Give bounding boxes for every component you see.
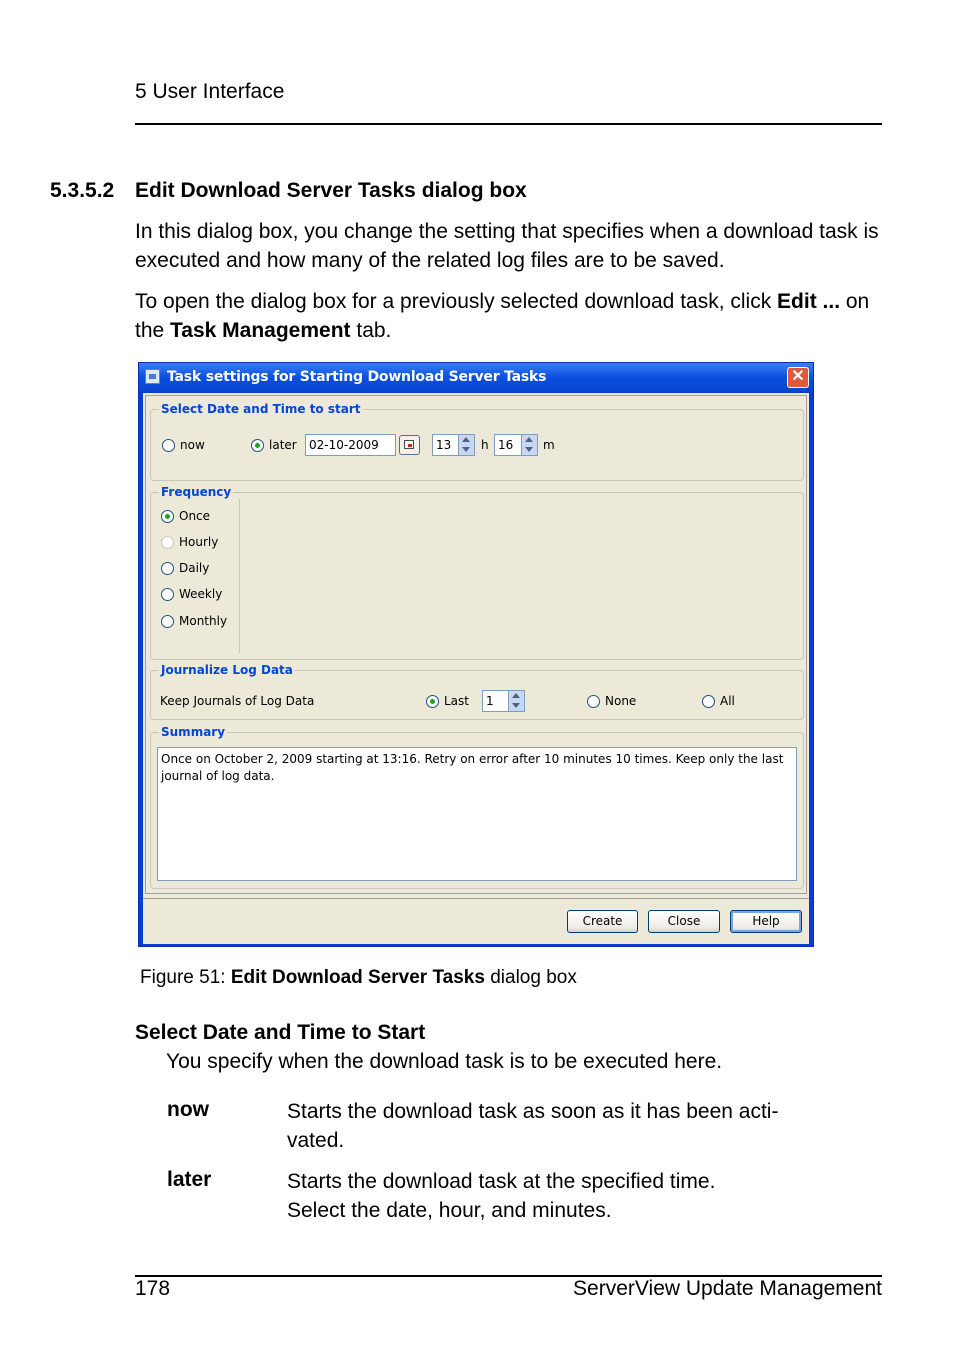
frequency-daily-radio[interactable]	[161, 562, 174, 575]
summary-legend: Summary	[161, 725, 226, 739]
none-radio[interactable]	[587, 695, 600, 708]
all-radio[interactable]	[702, 695, 715, 708]
term-now: now	[167, 1098, 209, 1121]
keep-journals-label: Keep Journals of Log Data	[160, 694, 315, 708]
last-count-spin-arrows-icon[interactable]	[508, 691, 524, 711]
dialog-title-bar[interactable]	[139, 363, 813, 392]
frequency-daily-label: Daily	[179, 561, 210, 575]
last-count-spinner[interactable]: 1	[482, 690, 525, 712]
dialog-body	[143, 393, 809, 943]
frequency-monthly-label: Monthly	[179, 614, 228, 628]
now-radio[interactable]	[162, 439, 175, 452]
frequency-weekly-radio[interactable]	[161, 588, 174, 601]
term-later: later	[167, 1168, 212, 1191]
page-number: 178	[135, 1277, 171, 1300]
dialog-button-bar	[143, 898, 809, 944]
journalize-group	[150, 663, 804, 720]
product-name: ServerView Update Management	[573, 1277, 882, 1300]
frequency-hourly-label: Hourly	[179, 535, 219, 549]
start-time-group	[150, 402, 804, 481]
now-label: now	[180, 438, 205, 452]
hour-unit: h	[481, 438, 489, 452]
running-header: 5 User Interface	[135, 80, 285, 103]
frequency-weekly-label: Weekly	[179, 587, 223, 601]
calendar-icon[interactable]	[399, 435, 420, 455]
task-management-ref: Task Management	[170, 319, 351, 342]
frequency-once-radio[interactable]	[161, 510, 174, 523]
hour-spin-arrows-icon[interactable]	[458, 435, 474, 455]
dialog-title: Task settings for Starting Download Server Tasks	[167, 369, 547, 385]
journalize-legend: Journalize Log Data	[161, 663, 293, 677]
last-label: Last	[444, 694, 469, 708]
close-window-button[interactable]	[787, 367, 809, 388]
task-settings-dialog	[138, 362, 814, 947]
frequency-group	[150, 485, 804, 660]
header-rule	[135, 123, 882, 125]
intro-paragraph-1: In this dialog box, you change the setting that specifies when a download task is executed and how many of the related log files are to be saved.	[135, 220, 879, 272]
dialog-content	[145, 395, 807, 894]
last-radio[interactable]	[426, 695, 439, 708]
start-time-legend: Select Date and Time to start	[161, 402, 361, 416]
subsection-title: Select Date and Time to Start	[135, 1021, 426, 1044]
create-button[interactable]: Create	[567, 910, 638, 933]
subsection-description: You specify when the download task is to be executed here.	[166, 1050, 723, 1073]
frequency-divider	[239, 499, 240, 653]
summary-group	[150, 725, 804, 889]
minute-spin-arrows-icon[interactable]	[521, 435, 537, 455]
definition-later: Starts the download task at the specified time. Select the date, hour, and minutes.	[287, 1170, 716, 1222]
frequency-hourly-radio[interactable]	[161, 536, 174, 549]
frequency-legend: Frequency	[161, 485, 232, 499]
edit-ref: Edit ...	[777, 290, 841, 313]
minute-unit: m	[543, 438, 555, 452]
all-label: All	[720, 694, 735, 708]
close-button[interactable]: Close	[648, 910, 720, 933]
figure-caption: Figure 51: Edit Download Server Tasks dialog box	[140, 967, 577, 988]
later-label: later	[269, 438, 297, 452]
section-title: Edit Download Server Tasks dialog box	[135, 179, 527, 202]
summary-text-area[interactable]: Once on October 2, 2009 starting at 13:16. Retry on error after 10 minutes 10 times. Keep only the last journal of log data.	[157, 747, 797, 881]
minute-spinner[interactable]: 16	[494, 434, 538, 456]
frequency-once-label: Once	[179, 509, 211, 523]
frequency-monthly-radio[interactable]	[161, 615, 174, 628]
help-button[interactable]: Help	[730, 910, 802, 933]
intro-paragraph-2: To open the dialog box for a previously selected download task, click Edit ... on the Task Management tab.	[135, 290, 870, 342]
close-icon: ✕	[791, 368, 805, 385]
section-number: 5.3.5.2	[50, 179, 115, 202]
hour-spinner[interactable]: 13	[432, 434, 475, 456]
date-input[interactable]: 02-10-2009	[305, 434, 396, 456]
app-icon	[145, 369, 160, 384]
definition-now: Starts the download task as soon as it has been acti- vated.	[287, 1100, 779, 1152]
later-radio[interactable]	[251, 439, 264, 452]
none-label: None	[605, 694, 637, 708]
